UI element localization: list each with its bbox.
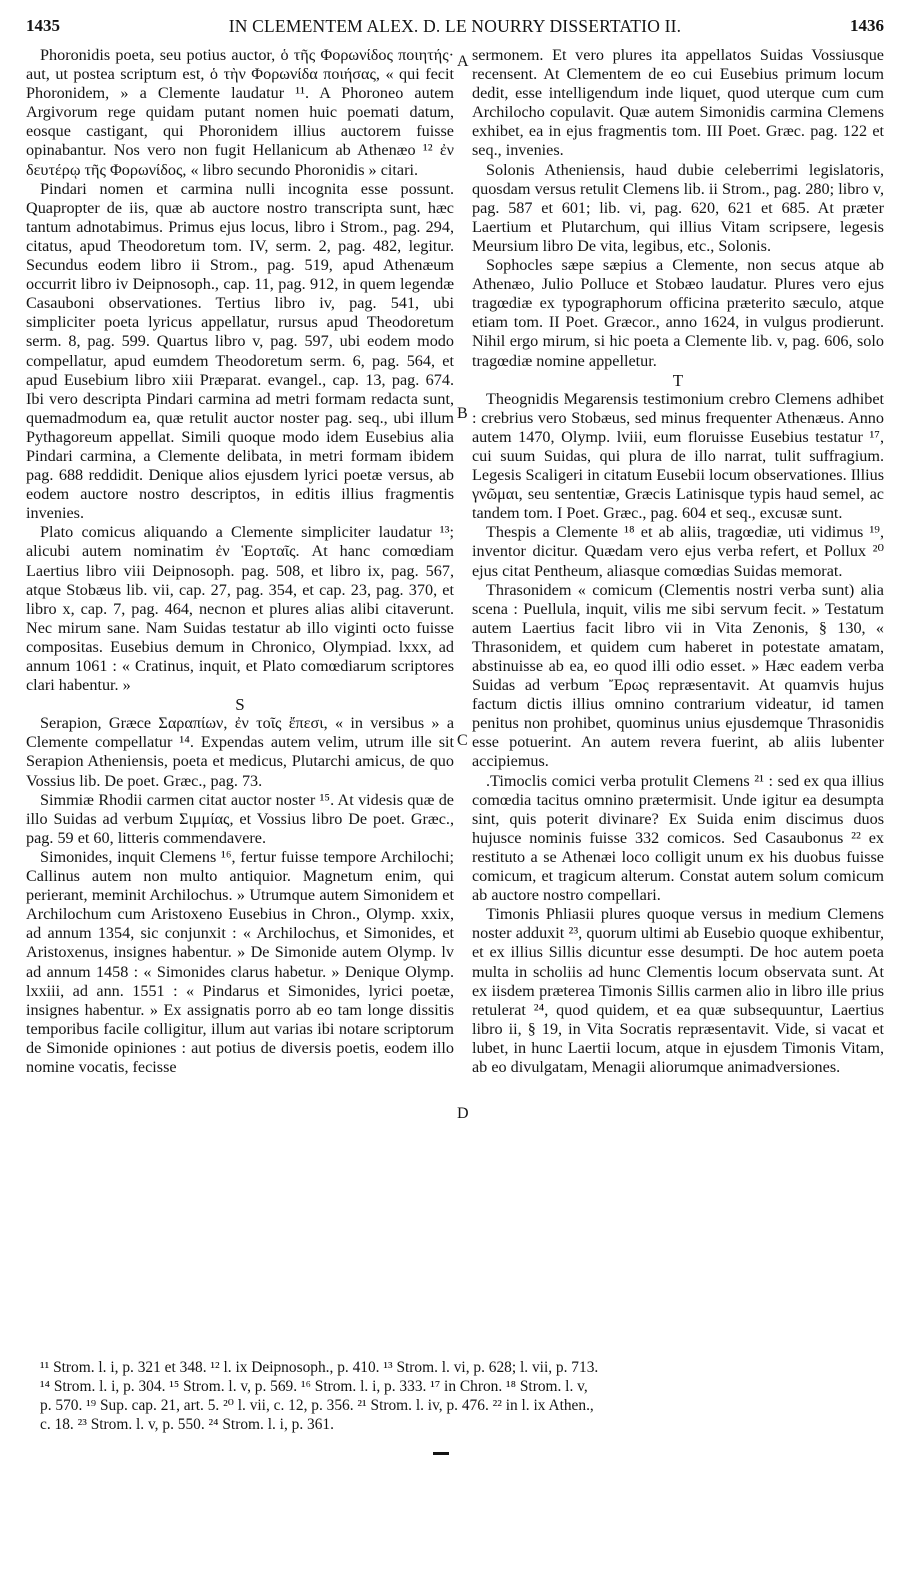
paragraph: Simonides, inquit Clemens ¹⁶, fertur fuisse tempore Archilochi; Callinus autem non multo antiquior. Magnetum enim, qui perierant, meminit Archilochus. » Utrumque autem Simonidem et Archilochum cum Aristoxeno Eusebius in Chron., Olymp. xxix, ad annum 1354, sic conjunxit : « Archilochus, et Simonides, et Aristoxenus, insignes habentur. » De Simonide autem Olymp. lv ad annum 1458 : « Simonides clarus habetur. » Denique Olymp. lxxiii, ad ann. 1551 : « Pindarus et Simonides, lyrici poetæ, insignes habentur. » Ex assignatis porro ab eo tam longe dissitis temporibus facile colligitur, illum aut varias ibi notare scriptorum de Simonide opiniones : aut potius de diversis poetis, eodem illo nomine vocatis, fecisse: [26, 847, 454, 1076]
paragraph: Pindari nomen et carmina nulli incognita esse possunt. Quapropter de iis, quæ ab auctore nostro transcripta sunt, hæc tantum adnotabimus. Primus ejus locus, libro i Strom., pag. 294, citatus, apud Theodoretum tom. IV, serm. 2, pag. 482, legitur. Secundus eodem libro ii Strom., pag. 519, apud Athenæum occurrit libro iv Deipnosoph., cap. 11, pag. 912, in quem legendæ Casauboni observationes. Tertius libro iv, pag. 541, ubi simpliciter poeta lyricus appellatur, rursus apud Theodoretum serm. 8, pag. 599. Quartus libro v, pag. 597, ubi eodem modo compellatur, apud eumdem Theodoretum serm. 6, pag. 564, et apud Eusebium libro xiii Præparat. evangel., cap. 13, pag. 674. Ibi vero descripta Pindari carmina ad metri formam redacta sunt, quemadmodum ea, quæ retulit auctor noster pag. seq., ubi illum Pythagoreum appellat. Simili quoque modo idem Eusebius alia Pindari carmina, a Clemente delibata, in metri formam ibidem pag. 688 reddidit. Denique alios ejusdem lyrici poetæ versus, ab eodem auctore nostro descriptos, in editis illius fragmentis invenies.: [26, 179, 454, 523]
paragraph: Timonis Phliasii plures quoque versus in medium Clemens noster adduxit ²³, quorum ultimi ab Eusebio quoque exhibentur, et ex illius Sillis dicuntur esse desumpti. De hoc autem poeta multa in scholiis ad hunc Clementis locum observata sunt. At ex iisdem præterea Timonis Sillis carmen alio in libro ille prius retulerat ²⁴, quod quidem, et ea quæ subsequuntur, Laertius libro ii, § 19, in Vita Socratis repræsentavit. Vide, si vacat et lubet, in hunc Laertii locum, atque in ejusdem Timonis Vitam, ab eo divulgatam, Menagii aliorumque animadversiones.: [472, 905, 884, 1076]
paragraph: Plato comicus aliquando a Clemente simpliciter laudatur ¹³; alicubi autem nominatim ἐν Ἑορταῖς. At hanc comœdiam Laertius libro viii Deipnosoph. pag. 508, et libro ix, pag. 567, atque Stobæus lib. vii, cap. 27, pag. 354, et cap. 23, pag. 370, et libro x, cap. 7, pag. 464, necnon et plures alias alibi citaverunt. Nec mirum sane. Nam Suidas testatur ab illo viginti octo fuisse compositas. Eusebius demum in Chronico, Olympiad. lxxx, ad annum 1061 : « Cratinus, inquit, et Plato comœdiarum scriptores clari habentur. »: [26, 523, 454, 695]
paragraph: Thespis a Clemente ¹⁸ et ab aliis, tragœdiæ, uti vidimus ¹⁹, inventor dicitur. Quædam vero ejus verba refert, et Pollux ²⁰ ejus citat Pentheum, aliasque comœdias Suidas memorat.: [472, 523, 884, 580]
paragraph: Theognidis Megarensis testimonium crebro Clemens adhibet : crebrius vero Stobæus, sed minus frequenter Athenæus. Anno autem 1470, Olymp. lviii, eum floruisse Eusebius testatur ¹⁷, cui suum Suidas, qui plura de illo narrat, tulit suffragium. Legesis Scaligeri in citatum Eusebii locum observationes. Illius γνῶμαι, seu sententiæ, Græcis Latinisque typis haud semel, ac tandem tom. I Poet. Græc., pag. 604 et seq., excusæ sunt.: [472, 389, 884, 523]
page-number-right: 1436: [850, 16, 884, 35]
paragraph: Serapion, Græce Σαραπίων, ἐν τοῖς ἔπεσι, « in versibus » a Clemente compellatur ¹⁴. Expendas autem velim, utrum ille sit Serapion Atheniensis, poeta et medicus, Plutarchi amicus, de quo Vossius lib. De poet. Græc., pag. 73.: [26, 714, 454, 790]
footnote-line: p. 570. ¹⁹ Sup. cap. 21, art. 5. ²⁰ l. vii, c. 12, p. 356. ²¹ Strom. l. iv, p. 476. ²² in l. ix Athen.,: [40, 1397, 594, 1414]
page-number-left: 1435: [26, 16, 60, 35]
footnote-line: ¹⁴ Strom. l. i, p. 304. ¹⁵ Strom. l. v, p. 569. ¹⁶ Strom. l. i, p. 333. ¹⁷ in Chron. ¹⁸ Strom. l. v,: [40, 1378, 588, 1395]
running-title: IN CLEMENTEM ALEX. D. LE NOURRY DISSERTATIO II.: [228, 16, 682, 36]
margin-marker-d: D: [457, 1105, 469, 1122]
section-letter: T: [672, 370, 684, 390]
paragraph: Simmiæ Rhodii carmen citat auctor noster ¹⁵. At videsis quæ de illo Suidas ad verbum Σιμμίας, et Vossius libro De poet. Græc., pag. 59 et 60, litteris commendavere.: [26, 790, 454, 847]
paragraph: Thrasonidem « comicum (Clementis nostri verba sunt) alia scena : Puellula, inquit, vilis me sibi servum fecit. » Testatum autem Laertius facit libro vii in Vita Zenonis, § 130, « Thrasonidem, et quidem cum haberet in potestate amatam, abstinuisse ab ea, eo quod illi odio esset. » Hæc eadem verba Suidas ad verbum Ἔρως repræsentavit. At quamvis hujus factum dictis illius omnino contrarium videatur, id tamen penitus non prohibet, quominus unius ejusdemque Thrasonidis esse potuerint. An autem revera fuerint, ab aliis lubenter accipiemus.: [472, 580, 884, 771]
left-column: [26, 46, 454, 1077]
right-column: [472, 46, 884, 1077]
footnote-line: c. 18. ²³ Strom. l. v, p. 550. ²⁴ Strom. l. i, p. 361.: [40, 1416, 334, 1433]
footnotes: [40, 1358, 888, 1434]
margin-marker-b: B: [457, 405, 468, 422]
footnote-line: ¹¹ Strom. l. i, p. 321 et 348. ¹² l. ix Deipnosoph., p. 410. ¹³ Strom. l. vi, p. 628; l. vii, p. 713.: [40, 1359, 599, 1376]
paragraph: sermonem. Et vero plures ita appellatos Suidas Vossiusque recensent. At Clementem de eo cui Eusebius primum locum dedit, esse intelligendum inde liquet, quod uterque cum cum Archilocho copulavit. Quæ autem Simonidis carmina Clemens exhibet, ea in ejus fragmentis tom. III Poet. Græc. pag. 122 et seq., invenies.: [472, 46, 884, 160]
page-end-rule: [433, 1452, 449, 1455]
paragraph: Sophocles sæpe sæpius a Clemente, non secus atque ab Athenæo, Julio Polluce et Stobæo laudatur. Plures vero ejus tragœdiæ ex typographorum officina præterito sæculo, atque etiam tom. II Poet. Græcor., anno 1624, in vulgus prodierunt. Nihil ergo mirum, si hic poeta a Clemente lib. v, pag. 606, solo tragœdiæ nomine appelletur.: [472, 256, 884, 370]
margin-marker-c: C: [457, 732, 468, 749]
page-header: [26, 14, 884, 40]
paragraph: Solonis Atheniensis, haud dubie celeberrimi legislatoris, quosdam versus retulit Clemens lib. ii Strom., pag. 280; libro v, pag. 587 et 601; lib. vi, pag. 620, 621 et 685. At præter Laertium et Plutarchum, qui illius Vitam scripsere, legesis Meursium libro De vita, legibus, etc., Solonis.: [472, 160, 884, 255]
paragraph: .Timoclis comici verba protulit Clemens ²¹ : sed ex qua illius comœdia tacitus omnino prætermisit. Unde igitur ea desumpta sint, quis poterit divinare? Ex Suida enim discimus duos hujusce nominis fuisse 332 comicos. Sed Casaubonus ²² ex restituto a se Athenæi loco colligit unum ex his duobus fuisse comicum, et tragicum alterum. Constat autem solum comicum ab auctore nostro compellari.: [472, 771, 884, 905]
margin-marker-a: A: [457, 53, 469, 70]
paragraph: Phoronidis poeta, seu potius auctor, ὁ τῆς Φορωνίδος ποιητής· aut, ut postea scriptum est, ὁ τὴν Φορωνίδα ποιήσας, « qui fecit Phoronidem, » a Clemente laudatur ¹¹. A Phoroneo autem Argivorum rege quidam putant nomen huic poemati datum, eosque castigant, qui Phoronidem illius auctorem fuisse opinabantur. Nos vero non fugit Hellanicum ab Athenæo ¹² ἐν δευτέρῳ τῆς Φορωνίδος, « libro secundo Phoronidis » citari.: [26, 46, 454, 179]
section-letter: S: [235, 695, 245, 715]
